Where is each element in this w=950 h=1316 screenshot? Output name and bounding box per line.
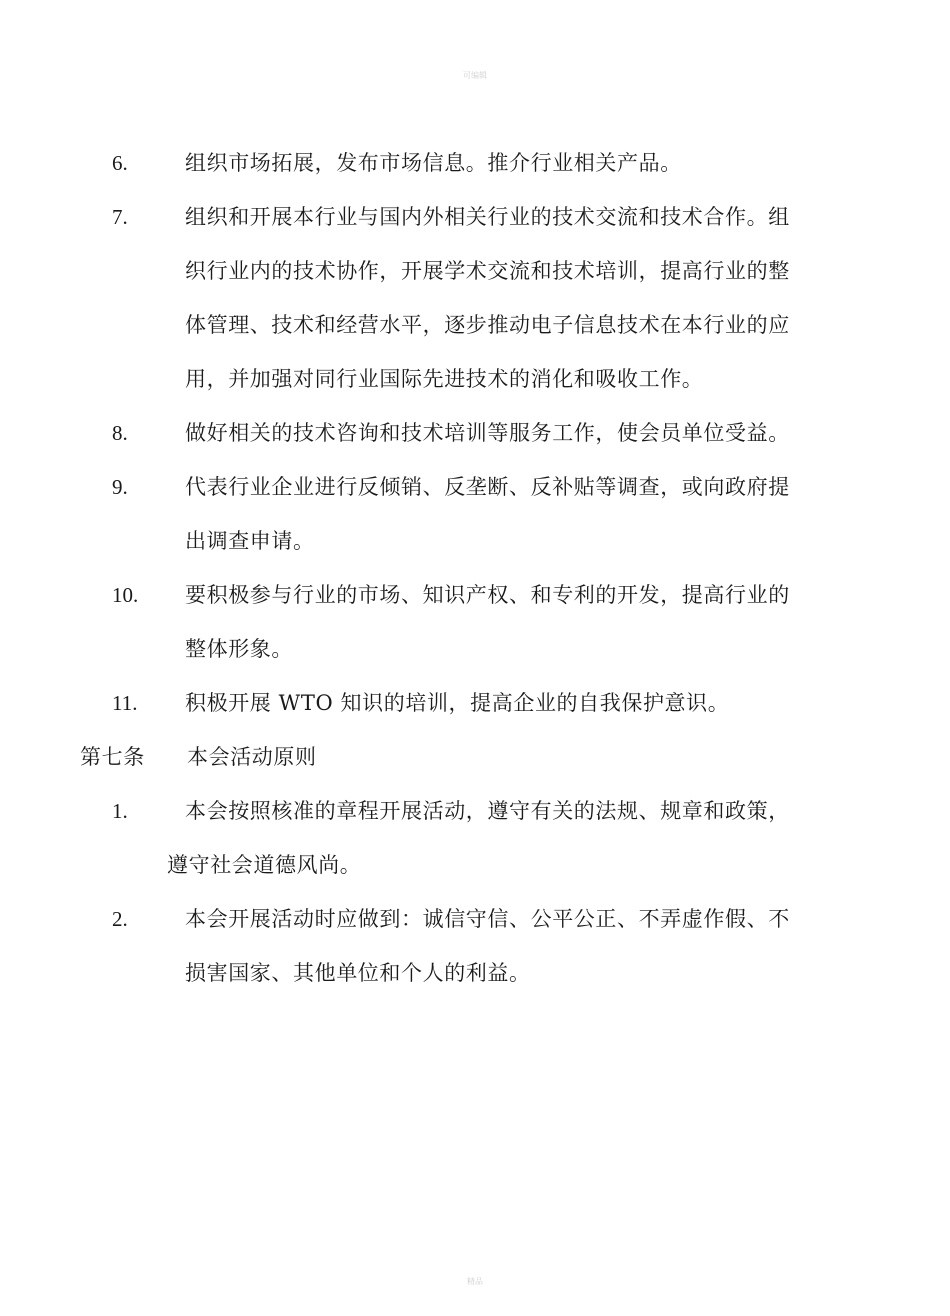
header-watermark: 可编辑 bbox=[463, 71, 487, 80]
item-number: 9. bbox=[112, 475, 128, 499]
document-body bbox=[0, 136, 950, 1000]
item-number: 6. bbox=[112, 151, 128, 175]
list-item bbox=[0, 676, 950, 730]
item-text-line: 体管理、技术和经营水平，逐步推动电子信息技术在本行业的应 bbox=[185, 313, 790, 337]
list-item bbox=[0, 892, 950, 946]
article-label: 第七条 bbox=[80, 745, 145, 769]
item-text-line: 组织市场拓展，发布市场信息。推介行业相关产品。 bbox=[185, 151, 682, 175]
list-item bbox=[0, 784, 950, 838]
list-item bbox=[0, 136, 950, 190]
item-text-line: 组织和开展本行业与国内外相关行业的技术交流和技术合作。组 bbox=[185, 205, 790, 229]
list-item-continuation bbox=[0, 946, 950, 1000]
list-item-continuation bbox=[0, 352, 950, 406]
item-number: 8. bbox=[112, 421, 128, 445]
footer-watermark: 精品 bbox=[467, 1277, 483, 1286]
item-text-line: 出调查申请。 bbox=[185, 529, 315, 553]
list-item bbox=[0, 460, 950, 514]
list-item-continuation bbox=[0, 244, 950, 298]
item-number: 11. bbox=[112, 691, 138, 715]
item-number: 10. bbox=[112, 583, 139, 607]
article-title: 本会活动原则 bbox=[187, 745, 317, 769]
list-item bbox=[0, 190, 950, 244]
article-heading bbox=[0, 730, 950, 784]
item-text-line: 整体形象。 bbox=[185, 637, 293, 661]
list-item-continuation bbox=[0, 514, 950, 568]
item-text-line: 积极开展 WTO 知识的培训，提高企业的自我保护意识。 bbox=[185, 691, 730, 715]
item-text-line: 代表行业企业进行反倾销、反垄断、反补贴等调查，或向政府提 bbox=[185, 475, 790, 499]
item-text-line: 织行业内的技术协作，开展学术交流和技术培训，提高行业的整 bbox=[185, 259, 790, 283]
item-text-line: 损害国家、其他单位和个人的利益。 bbox=[185, 961, 531, 985]
list-item bbox=[0, 406, 950, 460]
item-text-line: 本会开展活动时应做到：诚信守信、公平公正、不弄虚作假、不 bbox=[185, 907, 790, 931]
item-number: 7. bbox=[112, 205, 128, 229]
list-item-continuation bbox=[0, 838, 950, 892]
item-text-line: 遵守社会道德风尚。 bbox=[167, 853, 362, 877]
list-item-continuation bbox=[0, 298, 950, 352]
item-number: 1. bbox=[112, 799, 128, 823]
item-text-line: 做好相关的技术咨询和技术培训等服务工作，使会员单位受益。 bbox=[185, 421, 790, 445]
list-item-continuation bbox=[0, 622, 950, 676]
list-item bbox=[0, 568, 950, 622]
item-number: 2. bbox=[112, 907, 128, 931]
item-text-line: 本会按照核准的章程开展活动，遵守有关的法规、规章和政策， bbox=[185, 799, 790, 823]
item-text-line: 用，并加强对同行业国际先进技术的消化和吸收工作。 bbox=[185, 367, 704, 391]
item-text-line: 要积极参与行业的市场、知识产权、和专利的开发，提高行业的 bbox=[185, 583, 790, 607]
